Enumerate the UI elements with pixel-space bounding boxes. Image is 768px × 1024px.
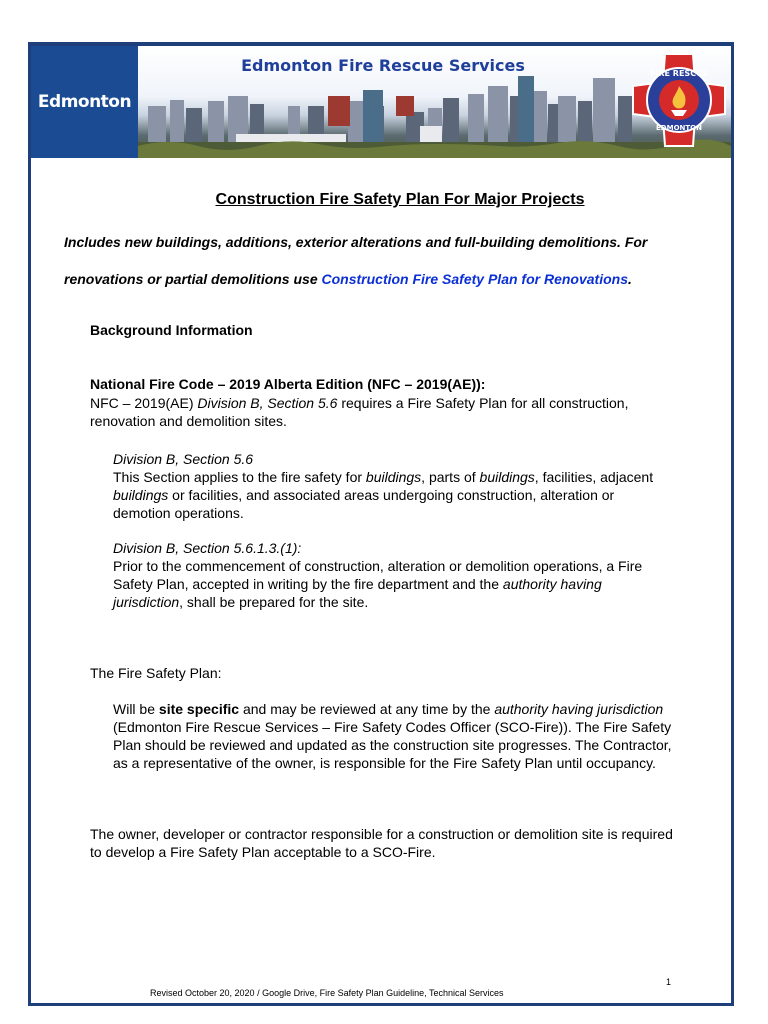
fsp-text-a: Will be xyxy=(113,701,159,717)
banner-title: Edmonton Fire Rescue Services xyxy=(241,56,525,75)
division-56-paragraph xyxy=(113,468,673,522)
div56-text-c: , facilities, adjacent xyxy=(534,469,654,485)
page-number: 1 xyxy=(666,977,672,987)
div56-italic-1: buildings xyxy=(365,469,422,485)
fire-safety-plan-intro: The Fire Safety Plan: xyxy=(90,665,222,681)
div56-text-d: or facilities, and associated areas undergoing construction, alteration or demotion operations. xyxy=(113,487,615,521)
division-56-title: Division B, Section 5.6 xyxy=(113,451,254,467)
nfc-text-rest: requires a Fire Safety Plan for all construction, renovation and demolition sites. xyxy=(90,395,629,429)
owner-paragraph: The owner, developer or contractor responsible for a construction or demolition site is required to develop a Fire Safety Plan acceptable to a SCO-Fire. xyxy=(90,826,673,860)
intro-line-1: Includes new buildings, additions, exterior alterations and full-building demolitions. For xyxy=(64,234,648,250)
fsp-text-c: (Edmonton Fire Rescue Services – Fire Safety Codes Officer (SCO-Fire)). The Fire Safety Plan should be reviewed and updated as the construction site progresses. The Contractor, as a representative of the owner, is responsible for the Fire Safety Plan until occupancy. xyxy=(113,719,672,771)
renovations-plan-link[interactable]: Construction Fire Safety Plan for Renovations xyxy=(321,271,628,287)
div5613-italic: authority having jurisdiction xyxy=(113,576,602,610)
nfc-text: NFC – 2019(AE) xyxy=(90,395,198,411)
intro-line-2 xyxy=(64,271,714,287)
division-5613-heading xyxy=(113,539,673,557)
fsp-text-b: and may be reviewed at any time by the xyxy=(239,701,495,717)
intro-line-2-prefix: renovations or partial demolitions use xyxy=(64,271,322,287)
header-banner xyxy=(31,46,731,158)
edmonton-logo xyxy=(31,46,138,158)
div56-italic-2: buildings xyxy=(479,469,535,485)
div5613-text-a: Prior to the commencement of construction, alteration or demolition operations, a Fire Safety Plan, accepted in writing by the fire department and the xyxy=(113,558,643,592)
city-skyline-image xyxy=(138,46,731,158)
div56-italic-3: buildings xyxy=(113,487,169,503)
nfc-heading: National Fire Code – 2019 Alberta Edition (NFC – 2019(AE)): xyxy=(90,376,486,392)
intro-line-2-suffix: . xyxy=(628,271,632,287)
page-border xyxy=(28,42,734,1006)
nfc-paragraph xyxy=(90,394,680,430)
fire-safety-plan-paragraph xyxy=(113,700,673,772)
division-5613-paragraph xyxy=(113,557,673,611)
badge-top-text: FIRE RESCUE xyxy=(649,69,709,78)
edmonton-logo-text: Edmonton xyxy=(37,92,132,112)
fire-rescue-badge-icon xyxy=(631,52,727,148)
background-heading: Background Information xyxy=(90,322,253,338)
fsp-italic: authority having jurisdiction xyxy=(494,701,664,717)
div56-text-a: This Section applies to the fire safety for xyxy=(113,469,366,485)
div5613-text-b: , shall be prepared for the site. xyxy=(179,594,369,610)
badge-bottom-text: EDMONTON xyxy=(656,124,702,132)
division-5613-title: Division B, Section 5.6.1.3.(1): xyxy=(113,540,302,556)
footer-text: Revised October 20, 2020 / Google Drive, Fire Safety Plan Guideline, Technical Services xyxy=(150,988,504,998)
division-56-heading xyxy=(113,450,673,468)
document-title: Construction Fire Safety Plan For Major Projects xyxy=(215,191,585,208)
fsp-bold: site specific xyxy=(158,701,240,717)
div56-text-b: , parts of xyxy=(421,469,480,485)
nfc-section-ref: Division B, Section 5.6 xyxy=(197,395,338,411)
